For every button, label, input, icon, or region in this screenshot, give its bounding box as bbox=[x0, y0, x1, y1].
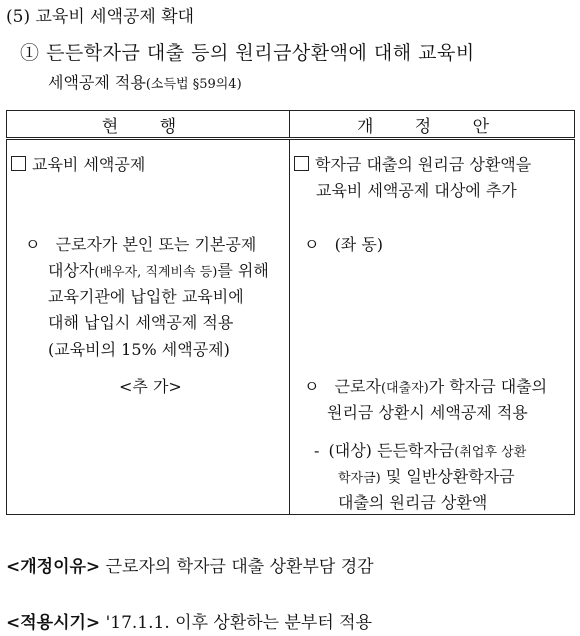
comparison-table bbox=[6, 110, 575, 515]
current-bullet-note: (교육비의 15% 세액공제) bbox=[48, 340, 230, 359]
current-bullet-line3: 교육기관에 납입한 교육비에 bbox=[48, 287, 244, 306]
header-revised: 개 정 안 bbox=[290, 111, 575, 139]
revised-sub-line2: 학자금) 및 일반상환학자금 bbox=[338, 467, 515, 486]
reason-line bbox=[6, 552, 374, 577]
reason-text: 근로자의 학자금 대출 상환부담 경감 bbox=[105, 557, 374, 577]
current-box-item bbox=[11, 152, 145, 175]
item-marker: ① bbox=[20, 42, 40, 64]
revised-box-line1: 학자금 대출의 원리금 상환액을 bbox=[294, 152, 531, 175]
effective-date-line bbox=[6, 608, 372, 633]
bullet-circle-icon: ㅇ bbox=[304, 377, 320, 396]
revised-column bbox=[290, 139, 575, 515]
current-bullet-line2: 대상자(배우자, 직계비속 등)를 위해 bbox=[48, 261, 269, 280]
current-column bbox=[7, 139, 290, 515]
dash-marker: - bbox=[314, 441, 320, 460]
current-addition-label: <추 가> bbox=[119, 377, 182, 396]
item-title-line2 bbox=[48, 70, 242, 93]
effective-label: <적용시기> bbox=[6, 613, 101, 633]
item-title-text: 든든학자금 대출 등의 원리금상환액에 대해 교육비 bbox=[46, 42, 475, 64]
section-title: (5) 교육비 세액공제 확대 bbox=[6, 7, 195, 27]
revised-sub-line1: - (대상) 든든학자금(취업후 상환 bbox=[314, 441, 527, 460]
current-bullet-line4: 대해 납입시 세액공제 적용 bbox=[48, 313, 234, 332]
table-header-row bbox=[7, 111, 575, 139]
checkbox-square-icon bbox=[294, 156, 309, 171]
item-title-ref: (소득법 §59의4) bbox=[145, 77, 242, 92]
table-body-row bbox=[7, 139, 575, 515]
bullet-circle-icon: ㅇ bbox=[25, 235, 41, 254]
item-title-line1 bbox=[20, 38, 475, 65]
effective-text: '17.1.1. 이후 상환하는 분부터 적용 bbox=[105, 613, 372, 633]
current-bullet-line1: ㅇ 근로자가 본인 또는 기본공제 bbox=[25, 235, 257, 254]
revised-same-bullet: ㅇ (좌 동) bbox=[304, 235, 384, 254]
revised-sub-line3: 대출의 원리금 상환액 bbox=[338, 493, 488, 512]
item-title-main: 세액공제 적용 bbox=[48, 73, 146, 92]
current-box-text: 교육비 세액공제 bbox=[32, 155, 146, 174]
revised-new-line1: ㅇ 근로자(대출자)가 학자금 대출의 bbox=[304, 377, 548, 396]
checkbox-square-icon bbox=[11, 156, 26, 171]
revised-new-line2: 원리금 상환시 세액공제 적용 bbox=[327, 403, 528, 422]
bullet-circle-icon: ㅇ bbox=[304, 235, 320, 254]
reason-label: <개정이유> bbox=[6, 557, 101, 577]
header-current: 현 행 bbox=[7, 111, 290, 139]
revised-box-line2: 교육비 세액공제 대상에 추가 bbox=[316, 181, 517, 200]
